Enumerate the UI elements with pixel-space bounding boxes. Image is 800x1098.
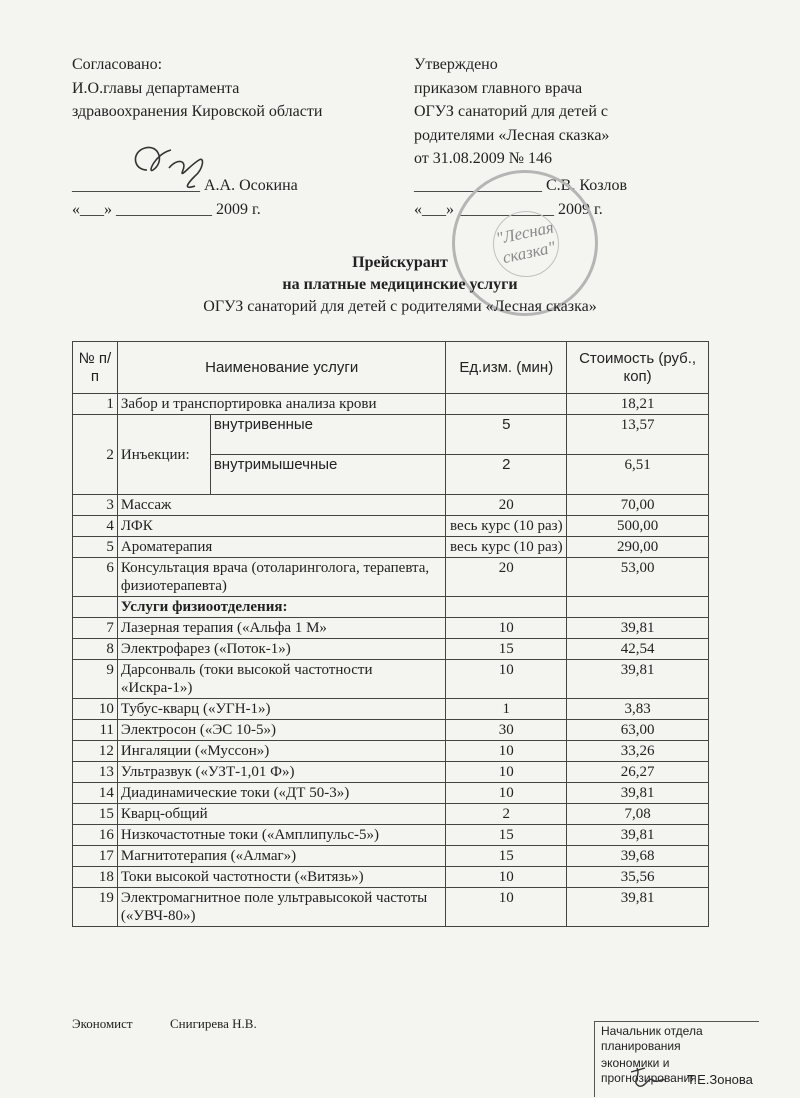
service-name: Кварц-общий — [117, 804, 446, 825]
box-line2: экономики и прогнозирования — [601, 1056, 697, 1085]
header-price: Стоимость (руб., коп) — [567, 342, 709, 394]
handwritten-signature-small — [627, 1062, 669, 1092]
service-unit: 10 — [446, 762, 567, 783]
service-unit: 10 — [446, 783, 567, 804]
service-name: Низкочастотные токи («Амплипульс-5») — [117, 825, 446, 846]
service-unit: 15 — [446, 846, 567, 867]
service-name: Токи высокой частотности («Витязь») — [117, 867, 446, 888]
service-unit: 2 — [446, 804, 567, 825]
service-unit: 30 — [446, 720, 567, 741]
service-price: 39,81 — [567, 660, 709, 699]
service-name: ЛФК — [117, 516, 446, 537]
service-name: Массаж — [117, 495, 446, 516]
service-unit: 5 — [446, 415, 567, 455]
service-unit: 10 — [446, 741, 567, 762]
service-unit: 15 — [446, 825, 567, 846]
service-unit: весь курс (10 раз) — [446, 537, 567, 558]
service-price: 33,26 — [567, 741, 709, 762]
approval-left-line1: Согласовано: — [72, 56, 163, 73]
header-unit: Ед.изм. (мин) — [446, 342, 567, 394]
row-number: 14 — [73, 783, 118, 804]
table-row — [73, 720, 709, 741]
service-unit: 10 — [446, 867, 567, 888]
row-number: 2 — [73, 415, 118, 495]
service-price: 500,00 — [567, 516, 709, 537]
service-price: 39,81 — [567, 888, 709, 927]
approval-right-line5: от 31.08.2009 № 146 — [414, 150, 553, 167]
approval-left-line2: И.О.главы департамента — [72, 79, 240, 97]
service-unit: 10 — [446, 618, 567, 639]
service-price: 3,83 — [567, 699, 709, 720]
table-row — [73, 660, 709, 699]
row-number: 16 — [73, 825, 118, 846]
service-price: 26,27 — [567, 762, 709, 783]
section-title: Услуги физиоотделения: — [117, 597, 446, 618]
approval-right-date-line: «___» ____________ 2009 г. — [414, 201, 603, 218]
table-row — [73, 846, 709, 867]
service-name: Диадинамические токи («ДТ 50-3») — [117, 783, 446, 804]
row-number: 19 — [73, 888, 118, 927]
service-subname: внутривенные — [210, 415, 446, 455]
service-price: 18,21 — [567, 394, 709, 415]
economist-name: Снигирева Н.В. — [170, 1016, 257, 1031]
service-price: 63,00 — [567, 720, 709, 741]
service-name: Ультразвук («УЗТ-1,01 Ф») — [117, 762, 446, 783]
approval-right — [414, 53, 714, 171]
doc-organization: ОГУЗ санаторий для детей с родителями «Лесная сказка» — [203, 298, 597, 315]
service-name: Лазерная терапия («Альфа 1 М» — [117, 618, 446, 639]
table-row — [73, 804, 709, 825]
service-unit — [446, 394, 567, 415]
approval-right-line1: Утверждено — [414, 56, 498, 73]
row-number: 9 — [73, 660, 118, 699]
service-name: Электросон («ЭС 10-5») — [117, 720, 446, 741]
service-price: 6,51 — [567, 455, 709, 495]
service-price: 35,56 — [567, 867, 709, 888]
service-name: Дарсонваль (токи высокой частотности «Искра-1») — [117, 660, 446, 699]
table-row — [73, 699, 709, 720]
row-number: 10 — [73, 699, 118, 720]
table-row — [73, 618, 709, 639]
row-number: 15 — [73, 804, 118, 825]
doc-subtitle: на платные медицинские услуги — [282, 276, 518, 293]
table-row — [73, 394, 709, 415]
table-row — [73, 762, 709, 783]
service-unit: 10 — [446, 660, 567, 699]
service-unit: 20 — [446, 558, 567, 597]
economist-label: Экономист — [72, 1016, 133, 1031]
row-number: 4 — [73, 516, 118, 537]
service-unit: 15 — [446, 639, 567, 660]
approval-left-signature-line: ________________ А.А. Осокина — [72, 177, 298, 194]
service-price: 53,00 — [567, 558, 709, 597]
service-price: 13,57 — [567, 415, 709, 455]
physio-rows — [73, 618, 709, 927]
table-row — [73, 516, 709, 537]
service-subname: внутримышечные — [210, 455, 446, 495]
table-row — [73, 639, 709, 660]
box-name: Т.Е.Зонова — [687, 1072, 753, 1087]
approval-right-line3: ОГУЗ санаторий для детей с — [414, 103, 608, 120]
row-number: 13 — [73, 762, 118, 783]
section-unit-cell — [446, 597, 567, 618]
service-unit: 20 — [446, 495, 567, 516]
service-price: 290,00 — [567, 537, 709, 558]
service-unit: весь курс (10 раз) — [446, 516, 567, 537]
approval-left-date-line: «___» ____________ 2009 г. — [72, 201, 261, 218]
department-head-signature-box — [594, 1021, 759, 1097]
service-price: 42,54 — [567, 639, 709, 660]
row-number: 17 — [73, 846, 118, 867]
table-row — [73, 495, 709, 516]
row-number: 5 — [73, 537, 118, 558]
approval-right-line2: приказом главного врача — [414, 79, 583, 97]
table-row — [73, 558, 709, 597]
row-number: 18 — [73, 867, 118, 888]
service-price: 39,81 — [567, 618, 709, 639]
service-name: Ингаляции («Муссон») — [117, 741, 446, 762]
table-row — [73, 783, 709, 804]
table-row — [73, 537, 709, 558]
header-number: № п/п — [73, 342, 118, 394]
service-price: 39,68 — [567, 846, 709, 867]
service-name: Забор и транспортировка анализа крови — [117, 394, 446, 415]
approval-right-line4: родителями «Лесная сказка» — [414, 126, 610, 144]
service-unit: 1 — [446, 699, 567, 720]
table-row — [73, 867, 709, 888]
approval-right-signature-line: ________________ С.В. Козлов — [414, 177, 628, 194]
row-number: 11 — [73, 720, 118, 741]
doc-title: Прейскурант — [352, 254, 448, 271]
section-price-cell — [567, 597, 709, 618]
service-name: Инъекции: — [117, 415, 210, 495]
row-number: 7 — [73, 618, 118, 639]
table-row — [73, 741, 709, 762]
service-name: Ароматерапия — [117, 537, 446, 558]
service-price: 39,81 — [567, 783, 709, 804]
service-name: Консультация врача (отоларинголога, терапевта, физиотерапевта) — [117, 558, 446, 597]
approval-left-line3: здравоохранения Кировской области — [72, 103, 323, 120]
service-name: Электромагнитное поле ультравысокой частоты («УВЧ-80») — [117, 888, 446, 927]
table-row — [73, 415, 709, 455]
table-row — [73, 825, 709, 846]
service-unit: 10 — [446, 888, 567, 927]
service-name: Электрофарез («Поток-1») — [117, 639, 446, 660]
row-number: 6 — [73, 558, 118, 597]
table-row — [73, 888, 709, 927]
section-row — [73, 597, 709, 618]
service-price: 70,00 — [567, 495, 709, 516]
row-number: 1 — [73, 394, 118, 415]
seal-text: "Лесная сказка" — [494, 217, 558, 268]
service-price: 39,81 — [567, 825, 709, 846]
approval-left — [72, 53, 402, 124]
box-line1: Начальник отдела планирования — [601, 1024, 703, 1053]
row-number: 12 — [73, 741, 118, 762]
service-price: 7,08 — [567, 804, 709, 825]
row-number: 3 — [73, 495, 118, 516]
header-service-name: Наименование услуги — [117, 342, 446, 394]
service-unit: 2 — [446, 455, 567, 495]
price-table — [72, 341, 709, 927]
row-number: 8 — [73, 639, 118, 660]
service-name: Тубус-кварц («УГН-1») — [117, 699, 446, 720]
service-name: Магнитотерапия («Алмаг») — [117, 846, 446, 867]
section-number-cell — [73, 597, 118, 618]
